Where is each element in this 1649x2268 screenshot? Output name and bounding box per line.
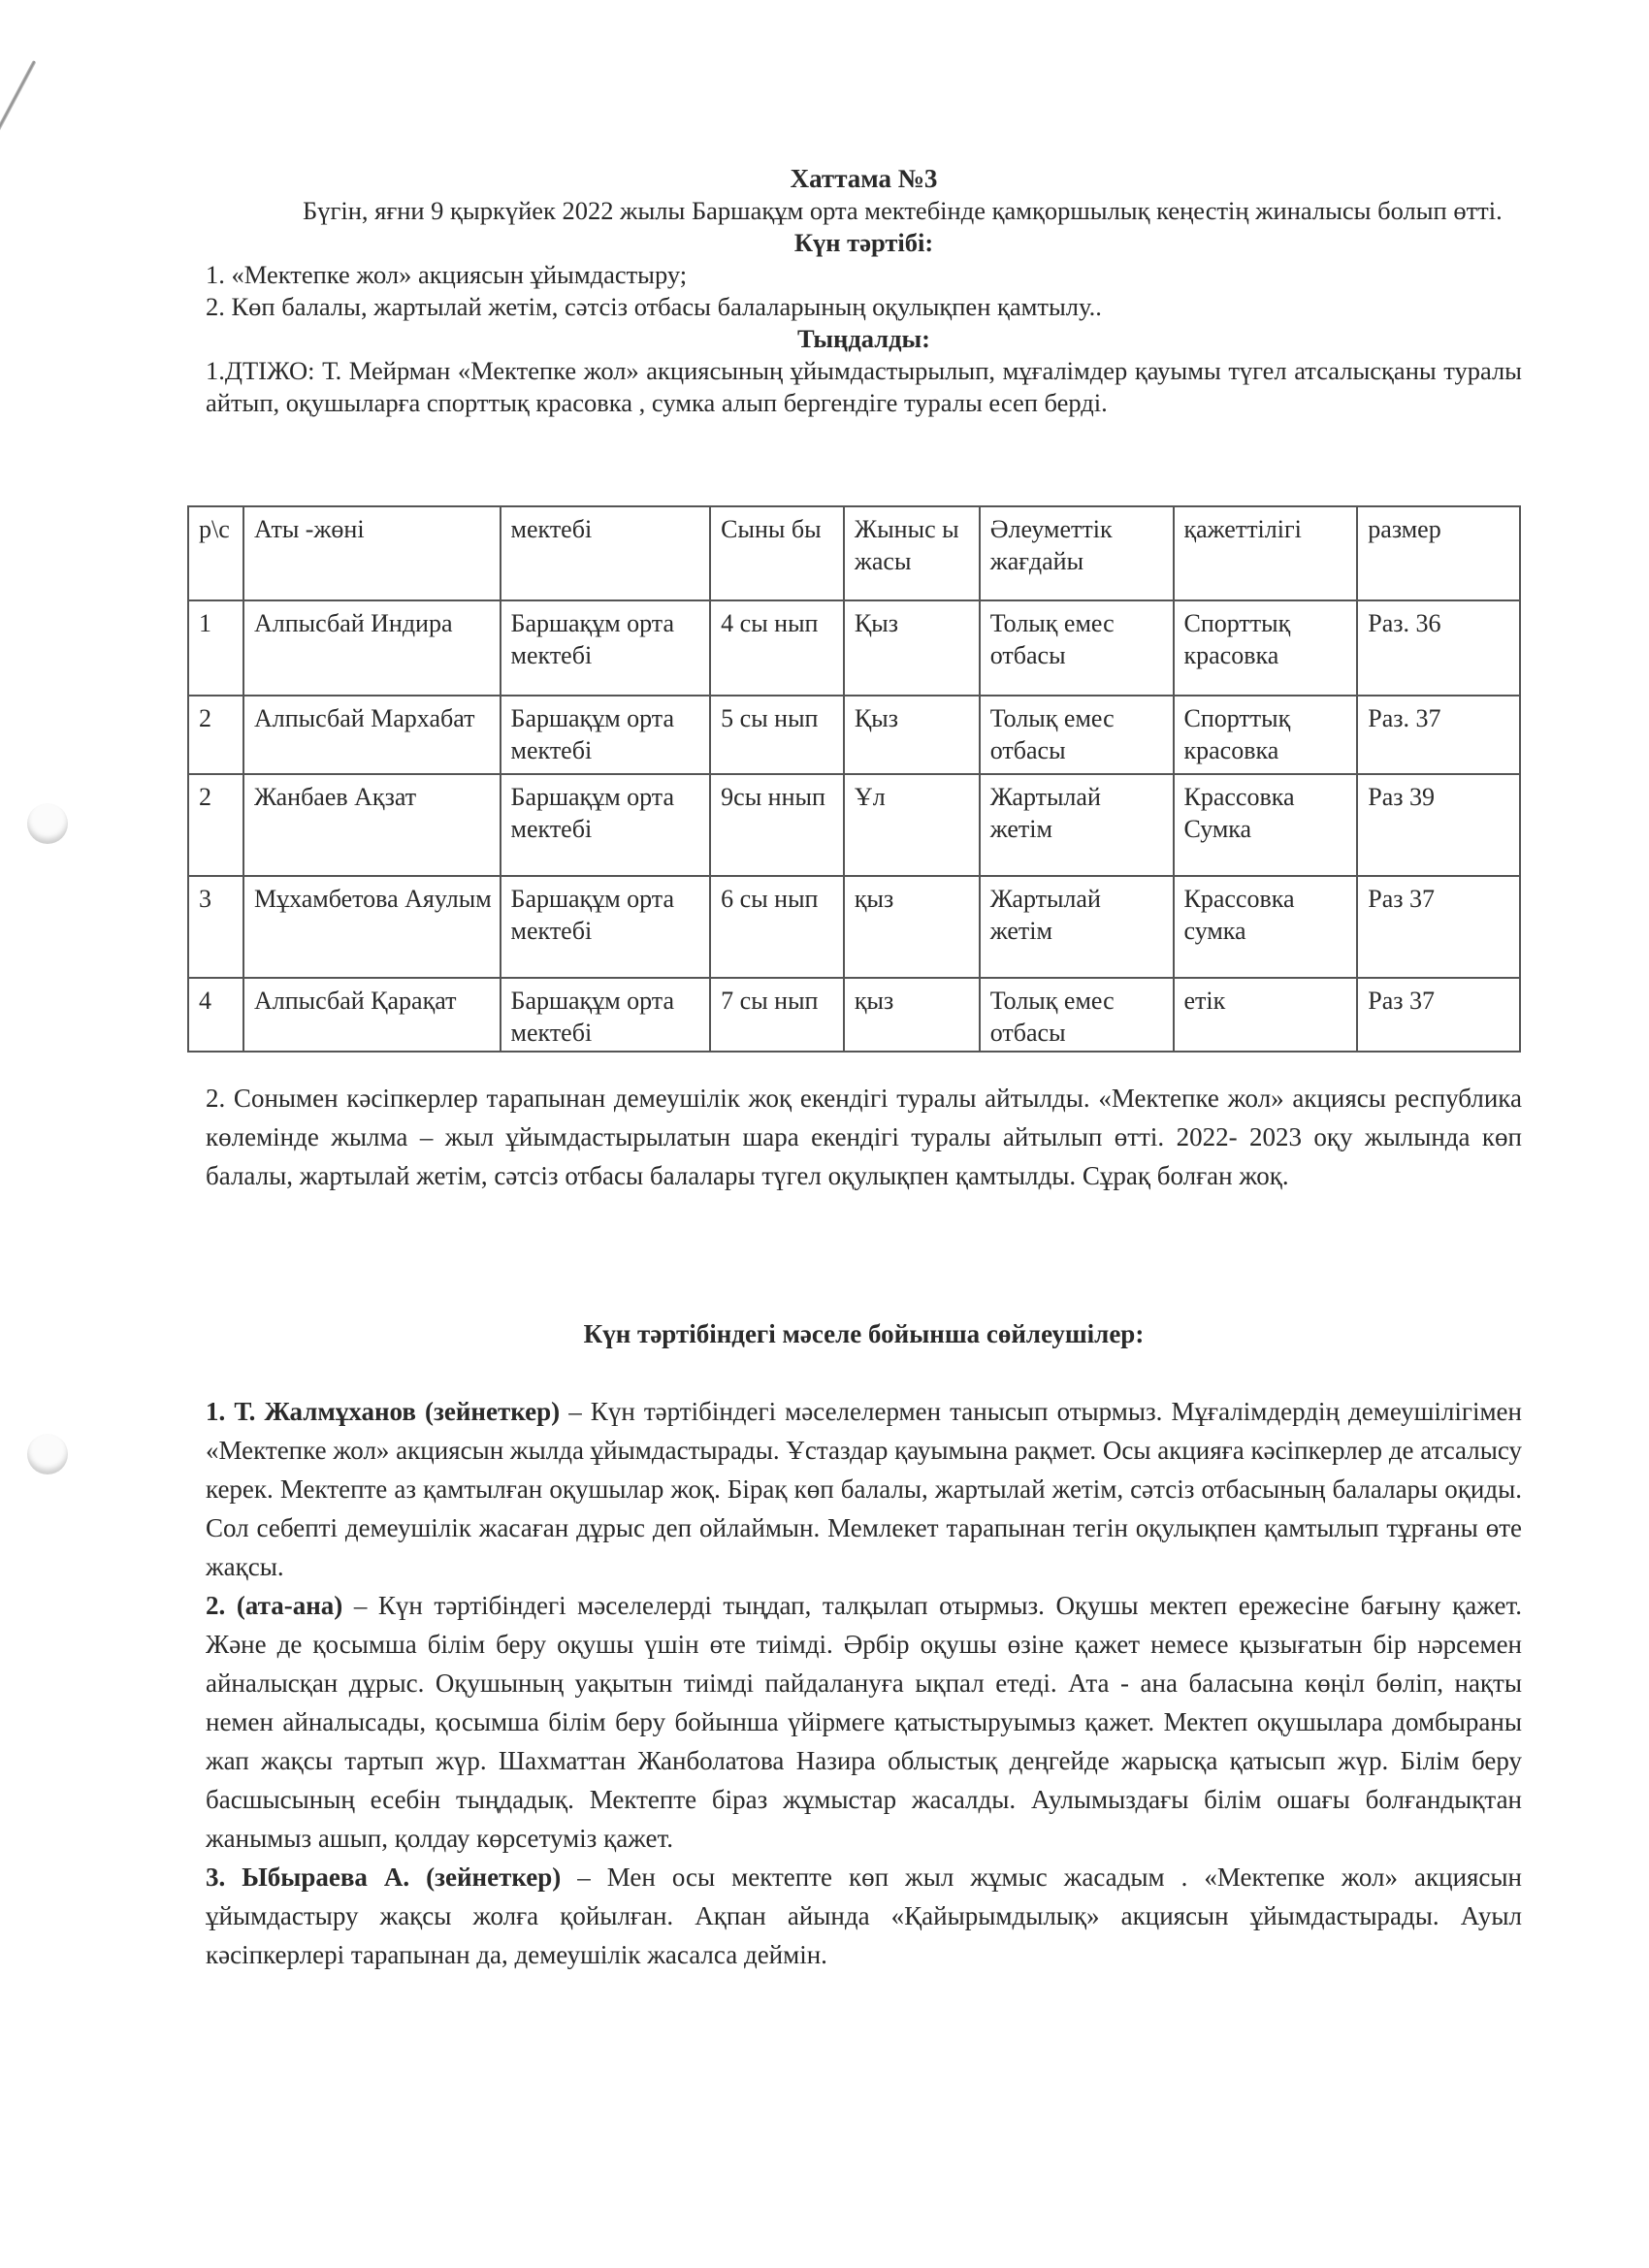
cell: Раз 37: [1357, 876, 1520, 978]
speaker-name: 3. Ыбыраева А. (зейнеткер): [206, 1863, 562, 1892]
cell: 3: [188, 876, 243, 978]
cell: Қыз: [844, 600, 980, 696]
cell: етік: [1174, 978, 1358, 1052]
cell: 4: [188, 978, 243, 1052]
cell: Алпысбай Мархабат: [243, 696, 501, 774]
header-cell: размер: [1357, 506, 1520, 600]
cell: Алпысбай Қарақат: [243, 978, 501, 1052]
table-row: [188, 774, 1520, 876]
cell: Баршақұм орта мектебі: [501, 696, 711, 774]
cell: 6 сы нып: [710, 876, 844, 978]
agenda-heading: Күн тәртібі:: [793, 228, 934, 257]
header-cell: Сыны бы: [710, 506, 844, 600]
header-cell: Әлеуметтік жағдайы: [980, 506, 1174, 600]
speaker-text: – Күн тәртібіндегі мәселелермен танысып отырмыз. Мұғалімдердің демеушілігімен «Мектепке жол» акциясын жылда ұйымдастырады. Ұстаздар қауымына рақмет. Осы акцияға кәсіпкерлер де атсалысу керек. Мектепте аз қамтылған оқушылар жоқ. Бірақ көп балалы, жартылай жетім, сәтсіз отбасының балалары оқиды. Сол себепті демеушілік жасаған дұрыс деп ойлаймын. Мемлекет тарапынан тегін оқулықпен қамтылып тұрғаны өте жақсы.: [206, 1397, 1522, 1581]
speaker-name: 2. (ата-ана): [206, 1591, 343, 1620]
cell: 4 сы нып: [710, 600, 844, 696]
cell: Раз. 36: [1357, 600, 1520, 696]
speaker-text: – Күн тәртібіндегі мәселелерді тыңдап, талқылап отырмыз. Оқушы мектеп ережесіне бағыну қажет. Және де қосымша білім беру оқушы үшін өте тиімді. Әрбір оқушы өзіне қажет немесе қызығатын бір нәрсемен айналысқан дұрыс. Оқушының уақытын тиімді пайдалануға ықпал етеді. Ата - ана баласына көңіл бөліп, нақты немен айналысады, қосымша білім беру бойынша үйірмеге қатыстыруымыз қажет. Мектеп оқушылара домбыраны жап жақсы тартып жүр. Шахматтан Жанболатова Назира облыстық деңгейде жарысқа қатысып жүр. Білім беру басшысының есебін тыңдадық. Мектепте біраз жұмыстар жасалды. Аулымыздағы білім ошағы болғандықтан жанымыз ашып, қолдау көрсетуміз қажет.: [206, 1591, 1522, 1853]
cell: Алпысбай Индира: [243, 600, 501, 696]
agenda-item: 2. Көп балалы, жартылай жетім, сәтсіз отбасы балаларының оқулықпен қамтылу..: [206, 292, 1102, 321]
speaker-entry: [206, 1858, 1522, 1974]
cell: Раз 37: [1357, 978, 1520, 1052]
cell: қыз: [844, 978, 980, 1052]
header-cell: қажеттілігі: [1174, 506, 1358, 600]
punch-hole-top: [27, 803, 68, 844]
summary-section: [206, 1079, 1522, 1195]
cell: Раз 39: [1357, 774, 1520, 876]
cell: 2: [188, 696, 243, 774]
speaker-name: 1. Т. Жалмұханов (зейнеткер): [206, 1397, 561, 1426]
table-row: [188, 696, 1520, 774]
students-table: [187, 505, 1521, 1053]
speaker-entry: [206, 1392, 1522, 1586]
cell: Баршақұм орта мектебі: [501, 978, 711, 1052]
table-row: [188, 876, 1520, 978]
header-section: [206, 163, 1522, 419]
cell: 9сы ннып: [710, 774, 844, 876]
cell: Крассовка сумка: [1174, 876, 1358, 978]
cell: Баршақұм орта мектебі: [501, 774, 711, 876]
agenda-item: 1. «Мектепке жол» акциясын ұйымдастыру;: [206, 260, 688, 289]
cell: Раз. 37: [1357, 696, 1520, 774]
heard-heading: Тыңдалды:: [797, 324, 930, 353]
cell: Ұл: [844, 774, 980, 876]
cell: Мұхамбетова Аяулым: [243, 876, 501, 978]
staple-mark: [0, 60, 37, 147]
punch-hole-bottom: [27, 1434, 68, 1474]
table-row: [188, 600, 1520, 696]
cell: Спорттық красовка: [1174, 696, 1358, 774]
cell: Толық емес отбасы: [980, 978, 1174, 1052]
document-title: Хаттама №3: [790, 164, 938, 193]
table-row: [188, 978, 1520, 1052]
cell: Қыз: [844, 696, 980, 774]
header-cell: Аты -жөні: [243, 506, 501, 600]
summary-paragraph: 2. Сонымен кәсіпкерлер тарапынан демеушілік жоқ екендігі туралы айтылды. «Мектепке жол» акциясы республика көлемінде жылма – жыл ұйымдастырылатын шара екендігі туралы айтылып өтті. 2022- 2023 оқу жылында көп балалы, жартылай жетім, сәтсіз отбасы балалары түгел оқулықпен қамтылды. Сұрақ болған жоқ.: [206, 1084, 1522, 1190]
speaker-text: – Мен осы мектепте көп жыл жұмыс жасадым . «Мектепке жол» акциясын ұйымдастыру жақсы жолға қойылған. Ақпан айында «Қайырымдылық» акциясын ұйымдастырады. Ауыл кәсіпкерлері тарапынан да, демеушілік жасалса деймін.: [206, 1863, 1523, 1969]
intro-paragraph: Бүгін, яғни 9 қыркүйек 2022 жылы Баршақұм орта мектебінде қамқоршылық кеңестің жиналысы болып өтті.: [303, 196, 1503, 225]
cell: Крассовка Сумка: [1174, 774, 1358, 876]
speakers-section: [206, 1314, 1522, 1974]
cell: Баршақұм орта мектебі: [501, 600, 711, 696]
speaker-entry: [206, 1586, 1522, 1858]
speakers-heading: Күн тәртібіндегі мәселе бойынша сөйлеушілер:: [583, 1319, 1145, 1348]
header-cell: р\с: [188, 506, 243, 600]
cell: Баршақұм орта мектебі: [501, 876, 711, 978]
heard-paragraph: 1.ДТІЖО: Т. Мейрман «Мектепке жол» акциясының ұйымдастырылып, мұғалімдер қауымы түгел атсалысқаны туралы айтып, оқушыларға спорттық красовка , сумка алып бергендіге туралы есеп берді.: [206, 356, 1522, 417]
cell: 7 сы нып: [710, 978, 844, 1052]
cell: 2: [188, 774, 243, 876]
table-header-row: [188, 506, 1520, 600]
header-cell: мектебі: [501, 506, 711, 600]
cell: Спорттық красовка: [1174, 600, 1358, 696]
cell: Жанбаев Ақзат: [243, 774, 501, 876]
cell: Жартылай жетім: [980, 876, 1174, 978]
cell: қыз: [844, 876, 980, 978]
header-cell: Жыныс ы жасы: [844, 506, 980, 600]
cell: 5 сы нып: [710, 696, 844, 774]
cell: Жартылай жетім: [980, 774, 1174, 876]
cell: Толық емес отбасы: [980, 600, 1174, 696]
cell: 1: [188, 600, 243, 696]
cell: Толық емес отбасы: [980, 696, 1174, 774]
